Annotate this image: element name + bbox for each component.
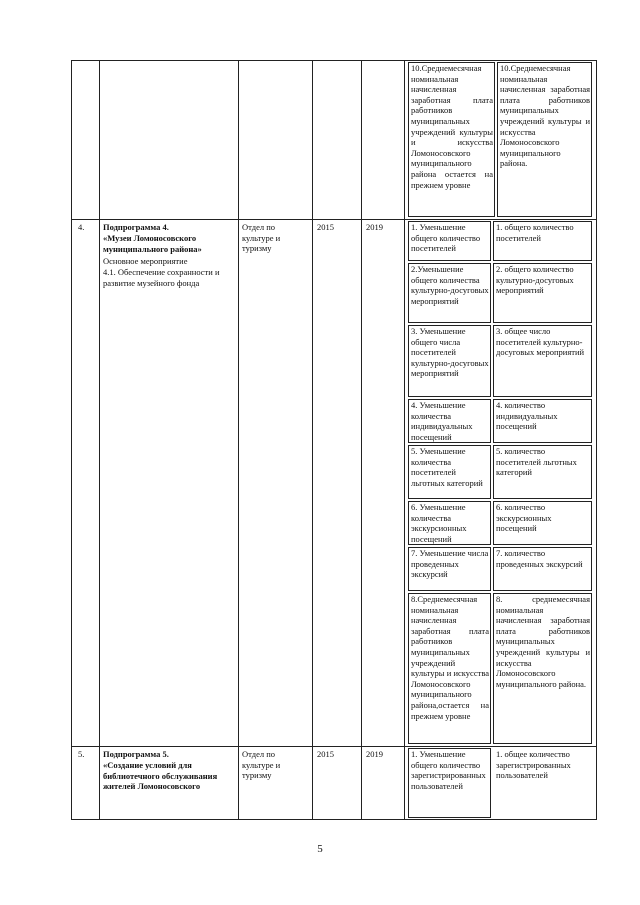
row4-event-label: Основное мероприятие [103,256,188,266]
row5-title-line2: «Создание условий для библиотечного обслуживания жителей Ломоносовского [103,760,218,792]
row4-sub1-c8: 1. общего количество посетителей [496,222,574,243]
col-line-2 [238,60,239,820]
col-line-3 [312,60,313,820]
row4-sub7-c7: 7. Уменьшение числа проведенных экскурсий [411,548,489,580]
row4-sub3-c8: 3. общее число посетителей культурно-досуговых мероприятий [496,326,585,358]
row-sep-5 [71,746,597,747]
row5-c8: 1. общее количество зарегистрированных пользователей [496,749,571,781]
row4-start-year: 2015 [317,222,334,232]
row5-number: 5. [78,749,85,759]
row4-sub5-c8: 5. количество посетителей льготных категорий [496,446,577,478]
row4-title-line2: «Музеи Ломоносовского муниципального района» [103,233,202,254]
col-line-1 [99,60,100,820]
cont-c7-text: 10.Среднемесячная номинальная начисленная заработная плата работников муниципальных учреждений культуры и искусства Ломоносовского муниципального района остается на прежнем уровне [411,63,493,190]
row4-sub4-c7: 4. Уменьшение количества индивидуальных посещений [411,400,473,442]
row4-sub5-c7: 5. Уменьшение количества посетителей льготных категорий [411,446,483,488]
row4-sub2-c7: 2.Уменьшение общего количества культурно-досуговых мероприятий [411,264,489,306]
page-number: 5 [317,843,323,855]
row4-sub4-c8: 4. количество индивидуальных посещений [496,400,558,432]
row5-title-line1: Подпрограмма 5. [103,749,169,759]
cont-c8-text: 10.Среднемесячная номинальная начисленная заработная плата работников муниципальных учреждений культуры и искусства Ломоносовского муниципального района. [500,63,590,169]
row5-start-year: 2015 [317,749,334,759]
row4-sub3-c7: 3. Уменьшение общего числа посетителей культурно-досуговых мероприятий [411,326,489,379]
row4-sub2-c8: 2. общего количество культурно-досуговых мероприятий [496,264,574,296]
row4-event-text: 4.1. Обеспечение сохранности и развитие музейного фонда [103,267,220,288]
col-line-4 [361,60,362,820]
row4-sub8-c7: 8.Среднемесячная номинальная начисленная заработная плата работников муниципальных учреждений культуры и искусства Ломоносовского муниципального района,остается на прежнем уровне [411,594,489,721]
row4-title-line1: Подпрограмма 4. [103,222,169,232]
row-sep-4 [71,219,597,220]
row4-sub8-c8: 8. среднемесячная номинальная начисленная заработная плата работников муниципальных учреждений культуры и искусства Ломоносовского муниципального района. [496,594,590,689]
row4-end-year: 2019 [366,222,383,232]
row4-sub1-c7: 1. Уменьшение общего количество посетителей [411,222,481,254]
row5-c7: 1. Уменьшение общего количество зарегистрированных пользователей [411,749,486,791]
col-line-5 [404,60,405,820]
row4-sub6-c8: 6. количество экскурсионных посещений [496,502,552,534]
row4-sub7-c8: 7. количество проведенных экскурсий [496,548,583,569]
row4-sub6-c7: 6. Уменьшение количества экскурсионных посещений [411,502,467,544]
row4-executor: Отдел по культуре и туризму [242,222,281,254]
row5-end-year: 2019 [366,749,383,759]
row5-executor: Отдел по культуре и туризму [242,749,281,781]
row4-number: 4. [78,222,85,232]
